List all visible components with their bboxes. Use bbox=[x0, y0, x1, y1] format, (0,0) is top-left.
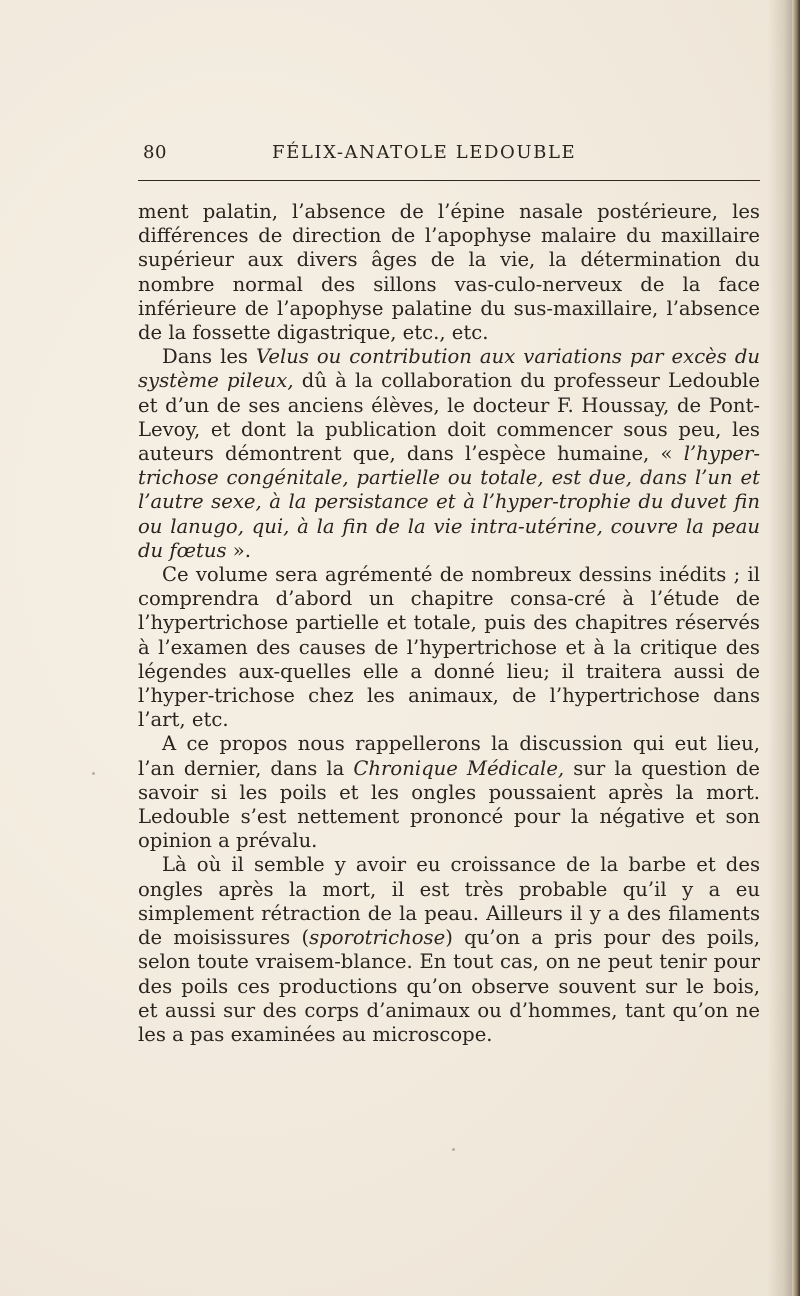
paragraph-3: Ce volume sera agrémenté de nombreux dessins inédits ; il comprendra d’abord un chapitre consa-cré à l’étude de l’hypertrichose partielle et totale, puis des chapitres réservés à l’examen des causes de l’hypertrichose et à la critique des légendes aux-quelles elle a donné lieu; il traitera aussi de l’hyper-trichose chez les animaux, de l’hypertrichose dans l’art, etc. bbox=[138, 563, 760, 732]
paragraph-1: ment palatin, l’absence de l’épine nasale postérieure, les différences de direction de l’apophyse malaire du maxillaire supérieur aux divers âges de la vie, la détermination du nombre normal des sillons vas-culo-nerveux de la face inférieure de l’apophyse palatine du sus-maxillaire, l’absence de la fossette digastrique, etc., etc. bbox=[138, 200, 760, 345]
paper-speck bbox=[92, 772, 95, 775]
term-sporotrichose: sporotrichose bbox=[309, 926, 446, 950]
paragraph-4-text-c: sur la question de savoir si les poils et les ongles poussaient après la mort. Ledouble s’est nettement prononcé pour la négative et son opinion a prévalu. bbox=[138, 756, 760, 853]
paragraph-5-text-a: Là où il semble y avoir eu croissance de la barbe et des ongles après la mort, il est très probable qu’il y a eu simplement rétraction de la peau. Ailleurs il y a des filaments de moisissures ( bbox=[138, 853, 760, 950]
paragraph-5-text-c: ) qu’on a pris pour des poils, selon toute vraisem-blance. En tout cas, on ne peut tenir pour des poils ces productions qu’on observe souvent sur le bois, et aussi sur des corps d’animaux ou d’hommes, tant qu’on ne les a pas examinées au microscope. bbox=[138, 926, 761, 1046]
page-edge bbox=[792, 0, 800, 1296]
paragraph-2-text-c: dû à la collaboration du professeur Ledouble et d’un de ses anciens élèves, le docteur F. Houssay, de Pont-Levoy, et dont la publication doit commencer sous peu, les auteurs démontrent que, dans l’espèce humaine, « bbox=[138, 369, 761, 466]
quotation-hypertrichose: l’hyper-trichose congénitale, partielle ou totale, est due, dans l’un et l’autre sexe, à la persistance et à l’hyper-trophie du duvet fin ou lanugo, qui, à la fin de la vie intra-utérine, couvre la peau du fœtus bbox=[138, 442, 760, 562]
paragraph-2 bbox=[138, 345, 760, 563]
page-number: 80 bbox=[143, 142, 167, 163]
paragraph-2-text-a: Dans les bbox=[162, 345, 256, 369]
page-header bbox=[138, 140, 760, 170]
paper-speck bbox=[452, 1148, 455, 1151]
paragraph-4-text-a: A ce propos nous rappellerons la discussion qui eut lieu, l’an dernier, dans la bbox=[138, 732, 760, 780]
journal-title-chronique-medicale: Chronique Médicale, bbox=[353, 756, 565, 780]
paragraph-2-text-e: ». bbox=[226, 538, 252, 562]
running-title: FÉLIX-ANATOLE LEDOUBLE bbox=[272, 142, 577, 163]
body-text bbox=[138, 200, 760, 1047]
paragraph-4 bbox=[138, 732, 760, 853]
book-title-velus: Velus ou contribution aux variations par excès du système pileux, bbox=[138, 345, 760, 393]
paragraph-5 bbox=[138, 853, 760, 1047]
header-rule bbox=[138, 180, 760, 181]
